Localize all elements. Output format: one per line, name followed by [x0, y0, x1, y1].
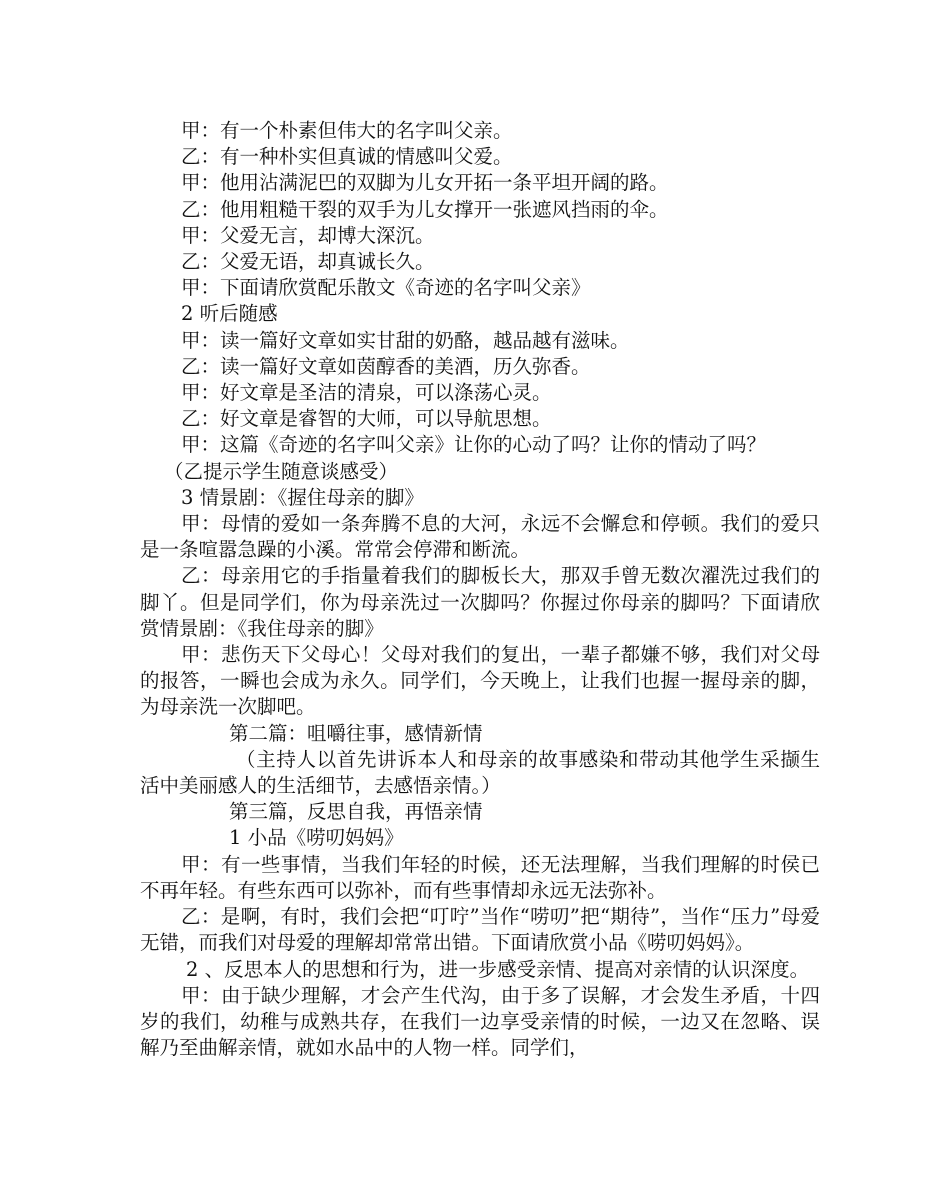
dialogue-line: 甲：他用沾满泥巴的双脚为儿女开拓一条平坦开阔的路。 [181, 171, 669, 195]
dialogue-line: 甲：由于缺少理解，才会产生代沟，由于多了误解，才会发生矛盾，十四岁的我们，幼稚与成熟共存，在我们一边享受亲情的时候，一边又在忽略、误解乃至曲解亲情，就如水品中的人物一样。同学们， [140, 983, 820, 1060]
dialogue-line: 乙：是啊，有时，我们会把“叮咛”当作“唠叨”把“期待”，当作“压力”母爱无错，而我们对母爱的理解却常常出错。下面请欣赏小品《唠叨妈妈》。 [140, 905, 820, 955]
chapter-heading: 第二篇：咀嚼往事，感情新情 [229, 721, 483, 745]
chapter-heading: 第三篇，反思自我，再悟亲情 [229, 800, 483, 824]
dialogue-line: 甲：读一篇好文章如实甘甜的奶酪，越品越有滋味。 [181, 328, 630, 352]
document-body [140, 118, 820, 1061]
dialogue-line: 甲：这篇《奇迹的名字叫父亲》让你的心动了吗？让你的情动了吗？ [181, 433, 767, 457]
dialogue-line: 甲：有一个朴素但伟大的名字叫父亲。 [181, 119, 513, 142]
dialogue-line: 甲：有一些事情，当我们年轻的时候，还无法理解，当我们理解的时侯已不再年轻。有些东西可以弥补，而有些事情却永远无法弥补。 [140, 852, 820, 902]
dialogue-line: 乙：父爱无语，却真诚长久。 [181, 250, 435, 274]
stage-note: （乙提示学生随意谈感受） [164, 459, 399, 483]
dialogue-line: 甲：悲伤天下父母心！父母对我们的复出，一辈子都嫌不够，我们对父母的报答，一瞬也会成为永久。同学们，今天晚上，让我们也握一握母亲的脚，为母亲洗一次脚吧。 [140, 643, 820, 719]
dialogue-line: 甲：母情的爱如一条奔腾不息的大河，永远不会懈怠和停顿。我们的爱只是一条喧嚣急躁的小溪。常常会停滞和断流。 [140, 512, 820, 562]
section-subheading: 1 小品《唠叨妈妈》 [229, 826, 404, 850]
dialogue-line: 乙：有一种朴实但真诚的情感叫父爱。 [181, 145, 513, 169]
stage-note: （主持人以首先讲诉本人和母亲的故事感染和带动其他学生采撷生活中美丽感人的生活细节，去感悟亲情。） [140, 747, 820, 798]
dialogue-line: 甲：下面请欣赏配乐散文《奇迹的名字叫父亲》 [181, 276, 591, 300]
section-subheading: 2 、反思本人的思想和行为，进一步感受亲情、提高对亲情的认识深度。 [186, 957, 810, 981]
dialogue-line: 乙：读一篇好文章如茵醇香的美酒，历久弥香。 [181, 354, 591, 378]
section-subheading: 2 听后随感 [181, 302, 278, 326]
section-subheading: 3 情景剧：《握住母亲的脚》 [181, 485, 424, 509]
dialogue-line: 乙：母亲用它的手指量着我们的脚板长大，那双手曾无数次濯洗过我们的脚丫。但是同学们，你为母亲洗过一次脚吗？你握过你母亲的脚吗？下面请欣赏情景剧：《我住母亲的脚》 [140, 564, 820, 640]
dialogue-line: 乙：他用粗糙干裂的双手为儿女撑开一张遮风挡雨的伞。 [181, 197, 669, 221]
dialogue-line: 甲：好文章是圣洁的清泉，可以涤荡心灵。 [181, 381, 552, 405]
dialogue-line: 甲：父爱无言，却博大深沉。 [181, 223, 435, 247]
dialogue-line: 乙：好文章是睿智的大师，可以导航思想。 [181, 407, 552, 431]
